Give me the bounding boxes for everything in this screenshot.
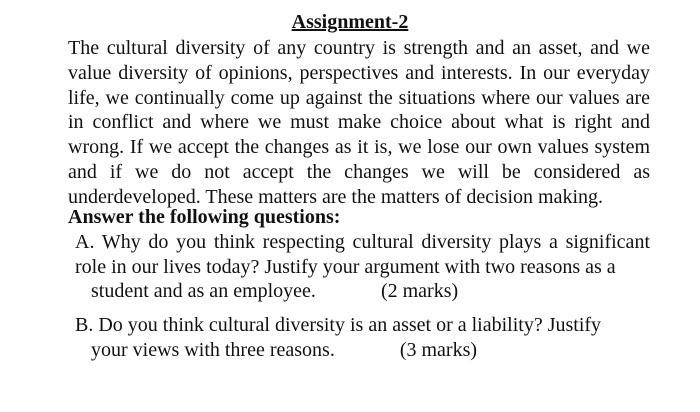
question-a-marks: (2 marks): [380, 280, 459, 303]
question-b-body: [75, 313, 650, 338]
question-a-body: [75, 230, 650, 279]
question-b-text-last: your views with three reasons.: [91, 338, 335, 361]
question-b: [75, 313, 650, 362]
assignment-title: Assignment-2: [291, 11, 409, 33]
question-b-text: Do you think cultural diversity is an asset or a liability? Justify: [98, 314, 602, 336]
intro-paragraph: The cultural diversity of any country is strength and an asset, and we value diversity of opinions, perspectives and interests. In our everyday life, we continually come up against the situations where our values are in conflict and where we must make choice about what is right and wrong. If we accept the changes as it is, we lose our own values system and if we do not accept the changes we will be considered as underdeveloped. These matters are the matters of decision making.: [68, 37, 650, 208]
question-a-last-line: [75, 279, 650, 304]
question-b-label: B.: [75, 314, 94, 336]
question-b-last-line: [75, 338, 650, 363]
questions-heading: Answer the following questions:: [68, 206, 341, 228]
question-a-text: Why do you think respecting cultural diversity plays a significant role in our lives today? Justify your argument with two reasons as a: [75, 231, 650, 278]
question-b-marks: (3 marks): [399, 338, 478, 361]
question-a-label: A.: [75, 231, 95, 253]
question-a: [75, 230, 650, 304]
question-a-text-last: student and as an employee.: [91, 280, 316, 303]
